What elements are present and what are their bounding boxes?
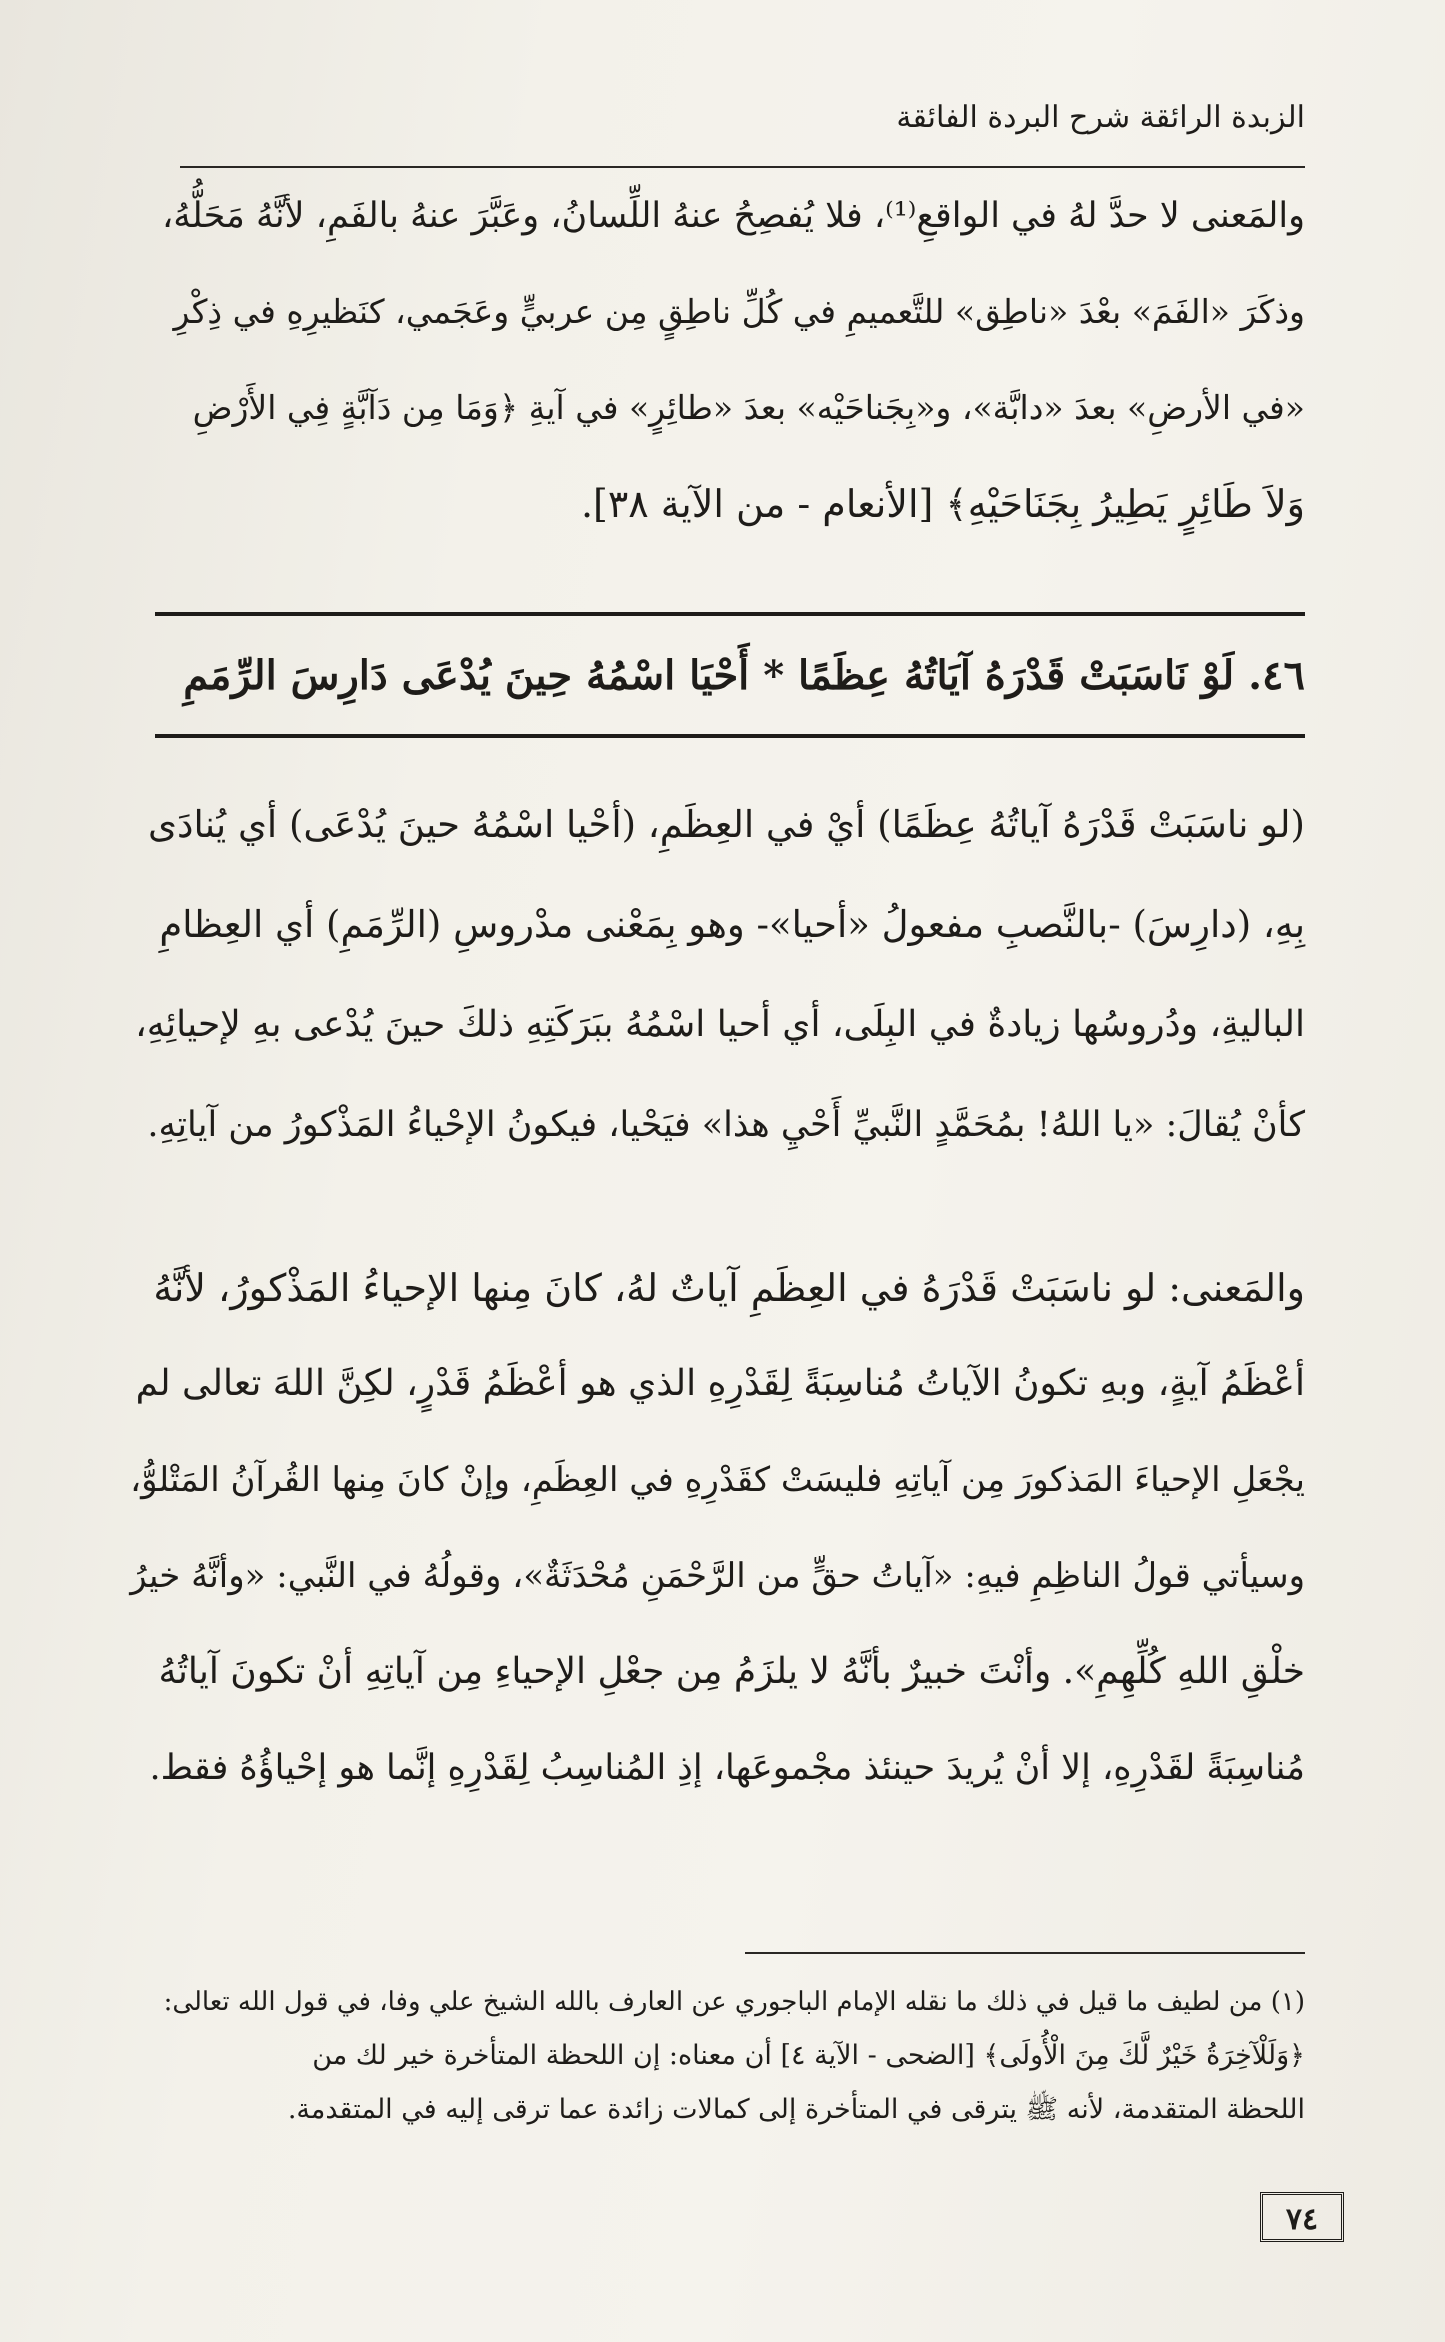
- running-title: الزبدة الرائقة شرح البردة الفائقة: [896, 100, 1305, 135]
- poem-verse: ٤٦. لَوْ نَاسَبَتْ قَدْرَهُ آيَاتُهُ عِظَمًا * أَحْيَا اسْمُهُ حِينَ يُدْعَى دَارِسَ الرِّمَمِ: [183, 652, 1305, 699]
- text-line: وذكَرَ «الفَمَ» بعْدَ «ناطِق» للتَّعميمِ في كُلِّ ناطِقٍ مِن عربيٍّ وعَجَمي، كنَظيرِهِ في ذِكْرِ: [173, 292, 1305, 331]
- text-line: أعْظَمُ آيةٍ، وبهِ تكونُ الآياتُ مُناسِبَةً لِقَدْرِهِ الذي هو أعْظَمُ قَدْرٍ، لكِنَّ اللهَ تعالى لم: [135, 1363, 1305, 1404]
- footnote-line: (١) من لطيف ما قيل في ذلك ما نقله الإمام الباجوري عن العارف بالله الشيخ علي وفا، في قول الله تعالى:: [163, 1987, 1305, 2017]
- text-line: «في الأرضِ» بعدَ «دابَّة»، و«بِجَناحَيْه» بعدَ «طائِرٍ» في آيةِ ﴿وَمَا مِن دَآبَّةٍ فِي الأَرْضِ: [192, 388, 1305, 427]
- text-line: مُناسِبَةً لقَدْرِهِ، إلا أنْ يُريدَ حينئذ مجْموعَها، إذِ المُناسِبُ لِقَدْرِهِ إنَّما هو إحْياؤُهُ فقط.: [149, 1748, 1305, 1788]
- text-line: وسيأتي قولُ الناظِمِ فيهِ: «آياتُ حقٍّ من الرَّحْمَنِ مُحْدَثَةٌ»، وقولُهُ في النَّبي: «وأنَّهُ خيرُ: [130, 1556, 1305, 1596]
- text-line: والمَعنى: لو ناسَبَتْ قَدْرَهُ في العِظَمِ آياتٌ لهُ، كانَ مِنها الإحياءُ المَذْكورُ، لأنَّهُ: [153, 1266, 1305, 1310]
- footnote: [140, 1975, 1305, 2137]
- footnote-line: اللحظة المتقدمة، لأنه ﷺ يترقى في المتأخرة إلى كمالات زائدة عما ترقى إليه في المتقدمة.: [287, 2094, 1305, 2125]
- verse-bottom-rule: [155, 734, 1305, 738]
- page-number: ٧٤: [1260, 2192, 1344, 2242]
- text-line: الباليةِ، ودُروسُها زيادةٌ في البِلَى، أي أحيا اسْمُهُ ببَرَكَتِهِ ذلكَ حينَ يُدْعى بهِ لإحيائِهِ،: [135, 1004, 1305, 1045]
- commentary-paragraph-2: [130, 775, 1305, 1175]
- footnote-rule: [745, 1952, 1305, 1954]
- footnote-line: ﴿وَلَلْآخِرَةُ خَيْرٌ لَّكَ مِنَ الْأُولَى﴾ [الضحى - الآية ٤] أن معناه: إن اللحظة المتأخرة خير لك من: [312, 2040, 1305, 2071]
- text-line: بِهِ، (دارِسَ) -بالنَّصبِ مفعولُ «أحيا»- وهو بِمَعْنى مدْروسِ (الرِّمَمِ) أي العِظامِ: [159, 903, 1305, 946]
- text-line: (لو ناسَبَتْ قَدْرَهُ آياتُهُ عِظَمًا) أيْ في العِظَمِ، (أحْيا اسْمُهُ حينَ يُدْعَى) أي يُنادَى: [148, 803, 1305, 846]
- text-line: كأنْ يُقالَ: «يا اللهُ! بمُحَمَّدٍ النَّبيِّ أَحْيِ هذا» فيَحْيا، فيكونُ الإحْياءُ المَذْكورُ من آياتِهِ.: [147, 1105, 1305, 1145]
- text-line: وَلاَ طَائِرٍ يَطِيرُ بِجَنَاحَيْهِ﴾ [الأنعام - من الآية ٣٨].: [580, 482, 1305, 526]
- verse-top-rule: [155, 612, 1305, 616]
- commentary-paragraph-1: [160, 168, 1305, 552]
- text-line: والمَعنى لا حدَّ لهُ في الواقعِ⁽¹⁾، فلا يُفصِحُ عنهُ اللِّسانُ، وعَبَّرَ عنهُ بالفَمِ، لأنَّهُ مَحَلُّهُ،: [161, 196, 1305, 236]
- text-line: يجْعَلِ الإحياءَ المَذكورَ مِن آياتِهِ فليسَتْ كقَدْرِهِ في العِظَمِ، وإنْ كانَ مِنها القُرآنُ المَتْلوُّ،: [130, 1460, 1305, 1500]
- text-line: خلْقِ اللهِ كُلِّهِمِ». وأنْتَ خبيرٌ بأنَّهُ لا يلزَمُ مِن جعْلِ الإحياءِ مِن آياتِهِ أنْ تكونَ آياتُهُ: [158, 1651, 1305, 1692]
- commentary-paragraph-3: [130, 1240, 1305, 1816]
